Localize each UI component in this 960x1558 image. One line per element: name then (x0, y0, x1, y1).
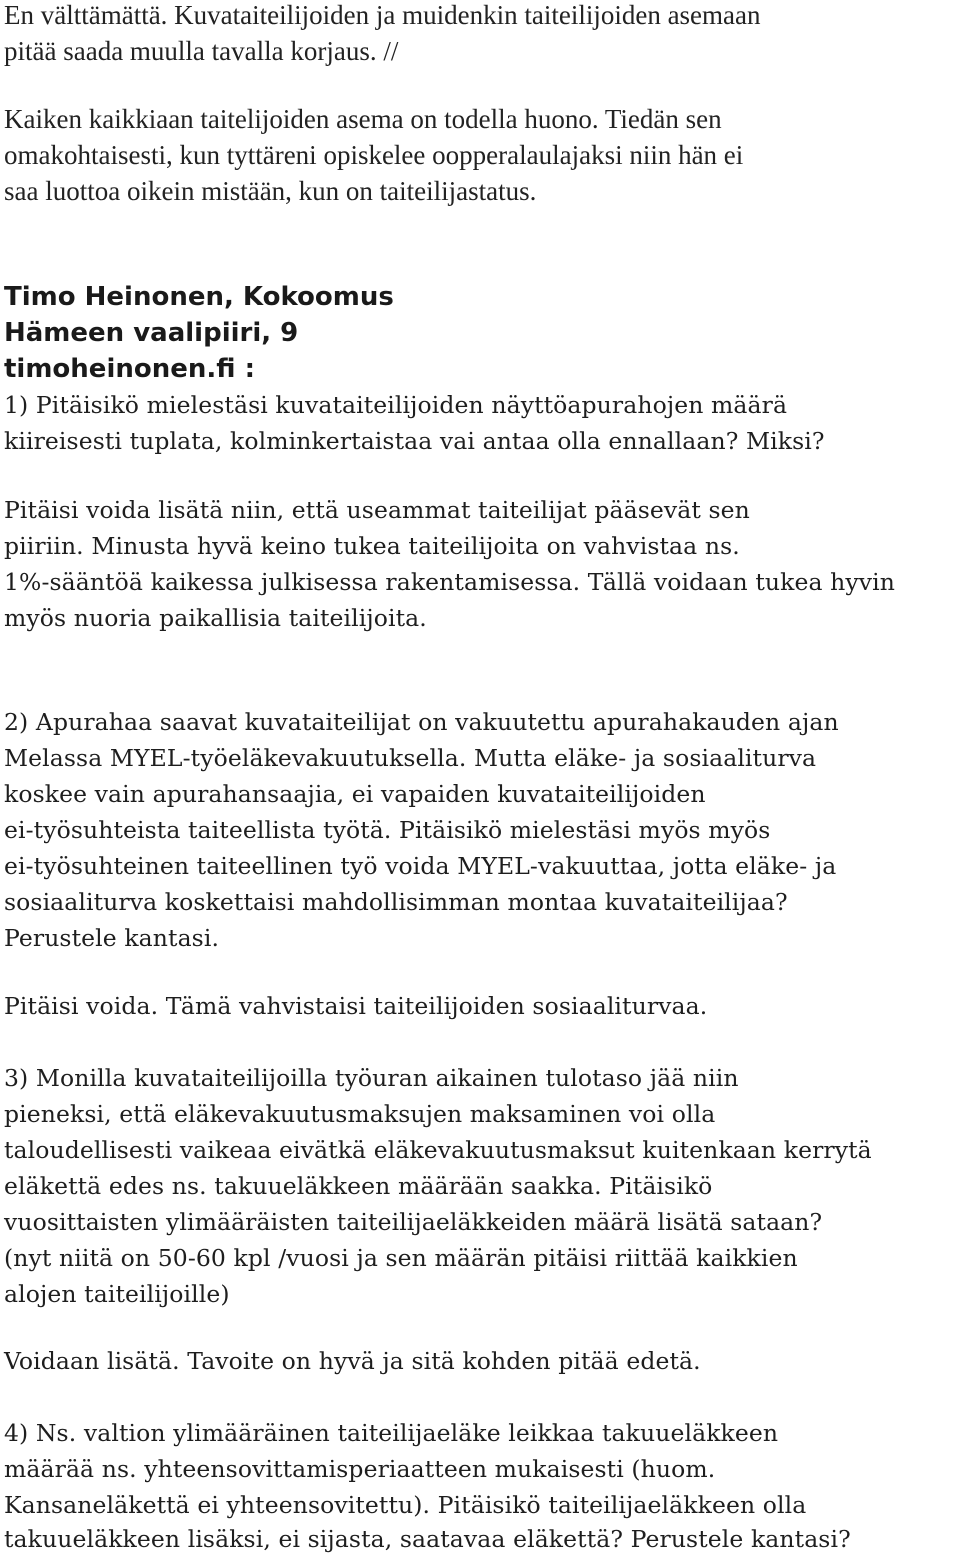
answer-line: Perustele kantasi. (4, 924, 220, 952)
answer-line: alojen taiteilijoille) (4, 1280, 230, 1308)
candidate-district: Hämeen vaalipiiri, 9 (4, 318, 299, 348)
intro-line: saa luottoa oikein mistään, kun on taiteilijastatus. (4, 176, 537, 206)
answer-line: (nyt niitä on 50-60 kpl /vuosi ja sen määrän pitäisi riittää kaikkien (4, 1244, 798, 1272)
answer-line: vuosittaisten ylimääräisten taiteilijaeläkkeiden määrä lisätä sataan? (4, 1208, 823, 1236)
answer-line: Kansaneläkettä ei yhteensovitettu). Pitäisikö taiteilijaeläkkeen olla (4, 1491, 807, 1519)
answer-line: kiireisesti tuplata, kolminkertaistaa vai antaa olla ennallaan? Miksi? (4, 427, 825, 455)
answer-line: taloudellisesti vaikeaa eivätkä eläkevakuutusmaksut kuitenkaan kerrytä (4, 1136, 872, 1164)
answer-line: 1%-sääntöä kaikessa julkisessa rakentamisessa. Tällä voidaan tukea hyvin (4, 568, 895, 596)
answer-line: sosiaaliturva koskettaisi mahdollisimman montaa kuvataiteilijaa? (4, 888, 788, 916)
answer-line: takuueläkkeen lisäksi, ei sijasta, saatavaa eläkettä? Perustele kantasi? (4, 1525, 851, 1553)
candidate-website: timoheinonen.fi : (4, 354, 255, 384)
answer-line: määrää ns. yhteensovittamisperiaatteen mukaisesti (huom. (4, 1455, 716, 1483)
answer-line: 1) Pitäisikö mielestäsi kuvataiteilijoiden näyttöapurahojen määrä (4, 391, 788, 419)
intro-line: pitää saada muulla tavalla korjaus. // (4, 36, 399, 66)
intro-line: Kaiken kaikkiaan taitelijoiden asema on todella huono. Tiedän sen (4, 104, 722, 134)
answer-line: ei-työsuhteista taiteellista työtä. Pitäisikö mielestäsi myös myös (4, 816, 771, 844)
answer-line: Pitäisi voida. Tämä vahvistaisi taiteilijoiden sosiaaliturvaa. (4, 992, 708, 1020)
answer-line: ei-työsuhteinen taiteellinen työ voida MYEL-vakuuttaa, jotta eläke- ja (4, 852, 837, 880)
answer-line: Pitäisi voida lisätä niin, että useammat taiteilijat pääsevät sen (4, 496, 750, 524)
candidate-name: Timo Heinonen, Kokoomus (4, 282, 394, 312)
answer-line: koskee vain apurahansaajia, ei vapaiden kuvataiteilijoiden (4, 780, 706, 808)
answer-line: 2) Apurahaa saavat kuvataiteilijat on vakuutettu apurahakauden ajan (4, 708, 839, 736)
answer-line: pieneksi, että eläkevakuutusmaksujen maksaminen voi olla (4, 1100, 716, 1128)
answer-line: 3) Monilla kuvataiteilijoilla työuran aikainen tulotaso jää niin (4, 1064, 739, 1092)
answer-line: eläkettä edes ns. takuueläkkeen määrään saakka. Pitäisikö (4, 1172, 713, 1200)
answer-line: Melassa MYEL-työeläkevakuutuksella. Mutta eläke- ja sosiaaliturva (4, 744, 817, 772)
answer-line: myös nuoria paikallisia taiteilijoita. (4, 604, 427, 632)
intro-line: En välttämättä. Kuvataiteilijoiden ja muidenkin taiteilijoiden asemaan (4, 0, 761, 30)
answer-line: 4) Ns. valtion ylimääräinen taiteilijaeläke leikkaa takuueläkkeen (4, 1419, 779, 1447)
answer-line: Voidaan lisätä. Tavoite on hyvä ja sitä kohden pitää edetä. (4, 1347, 701, 1375)
intro-line: omakohtaisesti, kun tyttäreni opiskelee oopperalaulajaksi niin hän ei (4, 140, 744, 170)
answer-line: piiriin. Minusta hyvä keino tukea taiteilijoita on vahvistaa ns. (4, 532, 740, 560)
